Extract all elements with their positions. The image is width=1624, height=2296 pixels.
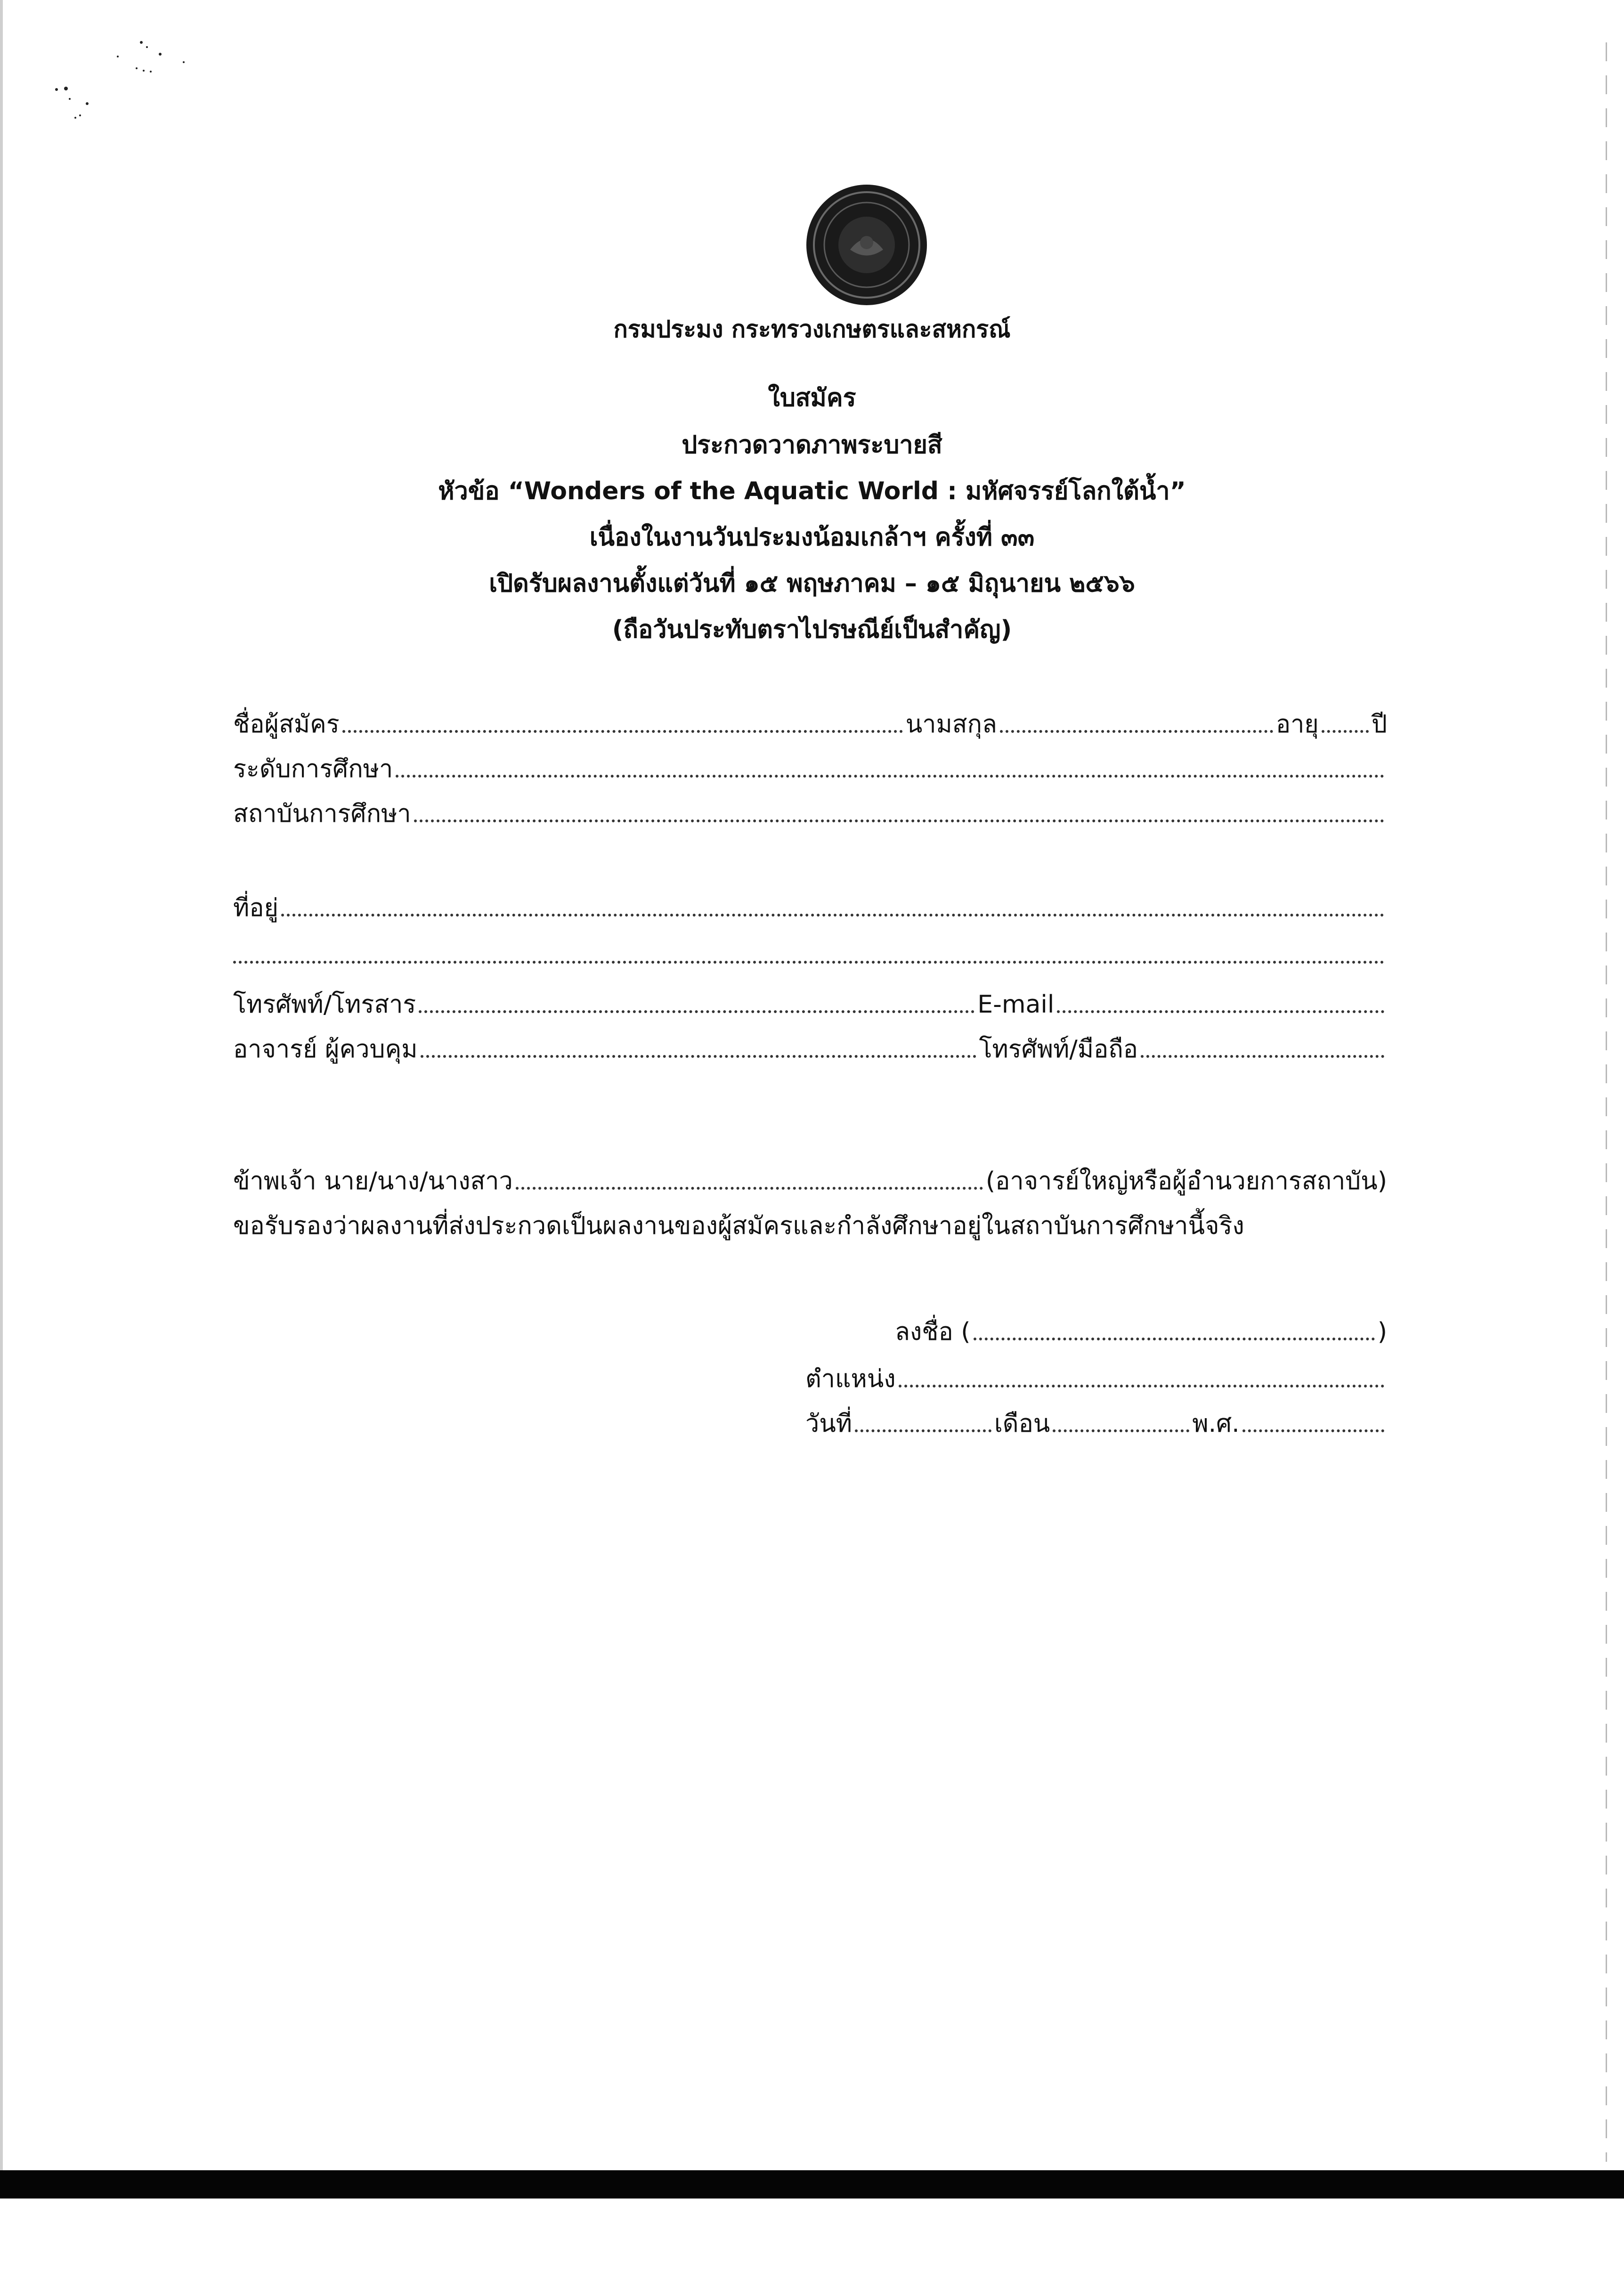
sign-label: ลงชื่อ ( [895,1318,971,1346]
email-field[interactable] [1057,1010,1384,1013]
scan-edge-right [1606,42,1607,2162]
declarant-prefix: ข้าพเจ้า นาย/นาง/นางสาว [233,1167,513,1195]
position-row [805,1356,1387,1391]
signature-row [805,1309,1387,1344]
position-field[interactable] [899,1385,1384,1387]
contest-name: ประกวดวาดภาพระบายสี [682,431,942,459]
year-label: พ.ศ. [1192,1410,1240,1438]
declaration-line-1 [233,1159,1387,1193]
ministry-seal [805,184,928,306]
address-row [233,885,1387,920]
date-row [805,1401,1387,1436]
surname-field[interactable] [1000,730,1273,733]
age-label: อายุ [1275,710,1319,738]
declarant-role: (อาจารย์ใหญ่หรือผู้อำนวยการสถาบัน) [985,1167,1387,1195]
address-field-line-2[interactable] [233,961,1384,964]
mobile-field[interactable] [1141,1055,1384,1058]
education-level-label: ระดับการศึกษา [233,755,393,783]
month-label: เดือน [994,1410,1050,1438]
phone-fax-label: โทรศัพท์/โทรสาร [233,990,416,1019]
year-field[interactable] [1242,1429,1384,1432]
first-name-field[interactable] [342,730,903,733]
address-continuation-row [233,933,1387,967]
declaration-statement: ขอรับรองว่าผลงานที่ส่งประกวดเป็นผลงานของผู้สมัครและกำลังศึกษาอยู่ในสถาบันการศึกษานี้จริง [233,1212,1244,1240]
supervisor-row [233,1027,1387,1062]
email-label: E-mail [977,990,1055,1019]
phone-fax-field[interactable] [419,1010,974,1013]
institution-label: สถาบันการศึกษา [233,800,411,828]
day-label: วันที่ [805,1410,853,1438]
month-field[interactable] [1053,1429,1189,1432]
first-name-label: ชื่อผู้สมัคร [233,710,340,738]
age-field[interactable] [1322,730,1369,733]
sign-close: ) [1377,1318,1387,1346]
form-title: ใบสมัคร [768,384,856,412]
education-level-row [233,746,1387,781]
supervisor-label: อาจารย์ ผู้ควบคุม [233,1035,418,1063]
mobile-label: โทรศัพท์/มือถือ [979,1035,1138,1063]
day-field[interactable] [855,1429,991,1432]
postmark-note: (ถือวันประทับตราไปรษณีย์เป็นสำคัญ) [612,616,1012,644]
signature-name-field[interactable] [974,1338,1375,1340]
position-label: ตำแหน่ง [805,1365,896,1393]
submission-period: เปิดรับผลงานตั้งแต่วันที่ ๑๕ พฤษภาคม – ๑๕ มิถุนายน ๒๕๖๖ [489,569,1135,598]
address-label: ที่อยู่ [233,894,278,922]
department-heading: กรมประมง กระทรวงเกษตรและสหกรณ์ [613,316,1011,343]
contest-occasion: เนื่องในงานวันประมงน้อมเกล้าฯ ครั้งที่ ๓๓ [589,523,1035,552]
scan-specks [47,28,198,132]
years-label: ปี [1371,710,1387,738]
institution-row [233,791,1387,826]
phone-email-row [233,982,1387,1017]
declarant-name-field[interactable] [516,1187,983,1190]
applicant-name-row [233,702,1387,737]
address-field[interactable] [281,914,1384,917]
surname-label: นามสกุล [905,710,997,738]
contest-topic: หัวข้อ “Wonders of the Aquatic World : มหัศจรรย์โลกใต้น้ำ” [438,477,1186,505]
supervisor-field[interactable] [421,1055,976,1058]
education-level-field[interactable] [396,775,1384,778]
institution-field[interactable] [414,819,1384,822]
scan-bottom-bar [0,2170,1624,2199]
